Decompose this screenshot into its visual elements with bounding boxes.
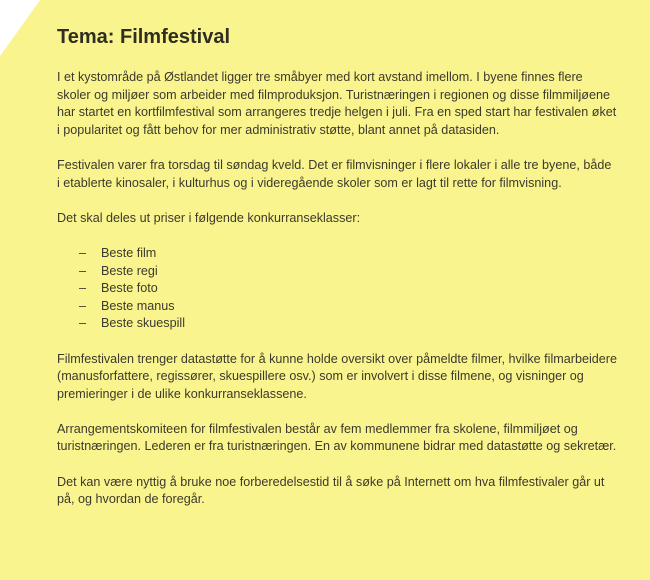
award-class-label: Beste skuespill xyxy=(101,316,185,331)
document-content xyxy=(57,24,617,526)
list-item xyxy=(79,263,617,281)
award-class-label: Beste regi xyxy=(101,263,158,278)
award-class-list xyxy=(57,245,617,333)
bullet-dash: – xyxy=(79,281,87,296)
award-class-label: Beste film xyxy=(101,245,157,260)
research-tip-paragraph: Det kan være nyttig å bruke noe forberedelsestid til å søke på Internett om hva filmfestivaler går ut på, og hvordan de foregår. xyxy=(57,474,605,507)
data-support-paragraph: Filmfestivalen trenger datastøtte for å kunne holde oversikt over påmeldte filmer, hvilke filmarbeidere (manusforfattere, regissører, skuespillere osv.) som er involvert i disse filmene, og visninger og premieringer i de ulike konkurranseklassene. xyxy=(57,351,617,401)
intro-paragraph: I et kystområde på Østlandet ligger tre småbyer med kort avstand imellom. I byene finnes flere skoler og miljøer som arbeider med filmproduksjon. Turistnæringen i regionen og disse filmmiljøene har startet en kortfilmfestival som arrangeres tredje helgen i juli. Fra en sped start har festivalen øket i popularitet og fått behov for mer administrativ støtte, blant annet på datasiden. xyxy=(57,70,617,137)
awards-intro-paragraph: Det skal deles ut priser i følgende konkurranseklasser: xyxy=(57,210,361,225)
award-class-label: Beste foto xyxy=(101,281,158,296)
bullet-dash: – xyxy=(79,245,87,260)
festival-schedule-paragraph: Festivalen varer fra torsdag til søndag kveld. Det er filmvisninger i flere lokaler i alle tre byene, både i etablerte kinosaler, i kulturhus og i videregående skoler som er lagt til rette for filmvisning. xyxy=(57,157,612,190)
bullet-dash: – xyxy=(79,263,87,278)
bullet-dash: – xyxy=(79,298,87,313)
bullet-dash: – xyxy=(79,316,87,331)
committee-paragraph: Arrangementskomiteen for filmfestivalen består av fem medlemmer fra skolene, filmmiljøet og turistnæringen. Lederen er fra turistnæringen. En av kommunene bidrar med datastøtte og sekretær. xyxy=(57,421,617,454)
list-item xyxy=(79,315,617,333)
document-title: Tema: Filmfestival xyxy=(57,26,231,48)
award-class-label: Beste manus xyxy=(101,298,175,313)
list-item xyxy=(79,298,617,316)
list-item xyxy=(79,245,617,263)
list-item xyxy=(79,280,617,298)
